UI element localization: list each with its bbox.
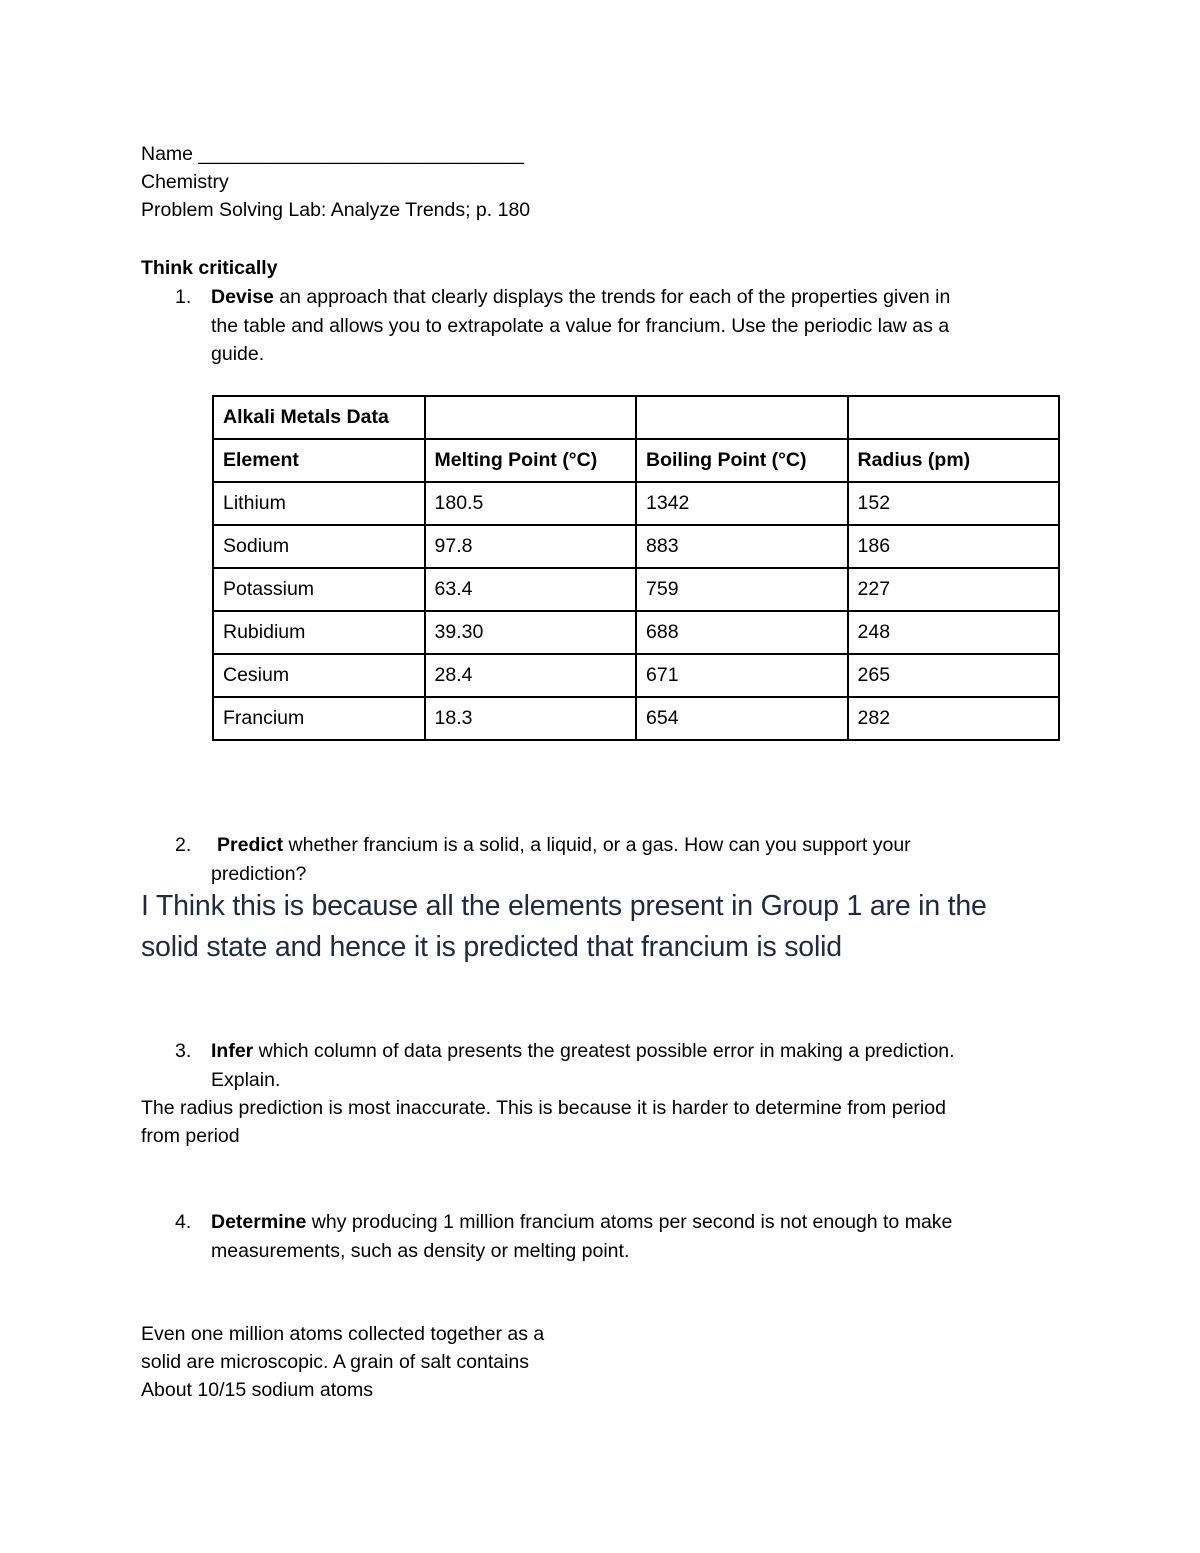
table-cell: 688	[636, 611, 848, 654]
section-title: Think critically	[141, 257, 278, 279]
question-text: an approach that clearly displays the trends for each of the properties given in	[273, 286, 951, 308]
table-cell: 654	[636, 697, 848, 740]
table-cell	[636, 396, 848, 439]
column-header: Element	[213, 439, 425, 482]
subject-label: Chemistry	[141, 171, 229, 193]
question-keyword: Infer	[211, 1040, 254, 1062]
table-cell: 186	[848, 525, 1060, 568]
table-cell: Lithium	[213, 482, 425, 525]
table-cell: 39.30	[425, 611, 637, 654]
table-title: Alkali Metals Data	[213, 396, 425, 439]
question-text: Explain.	[211, 1068, 281, 1091]
table-cell: 265	[848, 654, 1060, 697]
answer-text: Even one million atoms collected together as a	[141, 1323, 545, 1345]
table-cell: 1342	[636, 482, 848, 525]
name-line[interactable]: Name ______________________________	[141, 143, 524, 165]
table-cell: 883	[636, 525, 848, 568]
table-cell: 63.4	[425, 568, 637, 611]
question-number: 4.	[175, 1211, 192, 1233]
answer-3[interactable]	[141, 1094, 946, 1150]
alkali-metals-table	[212, 395, 1060, 741]
answer-text: I Think this is because all the elements present in Group 1 are in the	[141, 890, 987, 922]
question-number: 3.	[175, 1040, 192, 1062]
table-cell: 671	[636, 654, 848, 697]
table-row	[213, 482, 1059, 525]
question-text: the table and allows you to extrapolate a value for francium. Use the periodic law as a	[211, 314, 950, 337]
table-row	[213, 654, 1059, 697]
question-text: measurements, such as density or melting point.	[211, 1239, 630, 1262]
table-cell: 152	[848, 482, 1060, 525]
question-number: 1.	[175, 286, 192, 308]
table-cell: 248	[848, 611, 1060, 654]
table-row	[213, 525, 1059, 568]
answer-text: About 10/15 sodium atoms	[141, 1379, 373, 1401]
table-cell: Sodium	[213, 525, 425, 568]
table-cell: 18.3	[425, 697, 637, 740]
question-number: 2.	[175, 834, 192, 856]
table-title-row	[213, 396, 1059, 439]
answer-text: from period	[141, 1125, 240, 1147]
question-keyword: Determine	[211, 1211, 307, 1233]
question-text: guide.	[211, 343, 265, 365]
table-cell: 282	[848, 697, 1060, 740]
question-keyword: Devise	[211, 286, 274, 308]
header	[141, 140, 530, 224]
table-cell: Rubidium	[213, 611, 425, 654]
answer-text: The radius prediction is most inaccurate. This is because it is harder to determine from period	[141, 1097, 946, 1119]
table-cell: 97.8	[425, 525, 637, 568]
column-header: Boiling Point (°C)	[636, 439, 848, 482]
table-cell: 227	[848, 568, 1060, 611]
table-cell	[848, 396, 1060, 439]
table-cell: 759	[636, 568, 848, 611]
column-header: Melting Point (°C)	[425, 439, 637, 482]
table-cell: 180.5	[425, 482, 637, 525]
table-row	[213, 611, 1059, 654]
question-text: which column of data presents the greatest possible error in making a prediction.	[253, 1040, 955, 1062]
answer-text: solid state and hence it is predicted that francium is solid	[141, 931, 842, 963]
question-text: whether francium is a solid, a liquid, or a gas. How can you support your	[283, 834, 911, 856]
table-cell: Cesium	[213, 654, 425, 697]
table-row	[213, 568, 1059, 611]
table-cell: 28.4	[425, 654, 637, 697]
table-row	[213, 697, 1059, 740]
answer-text: solid are microscopic. A grain of salt contains	[141, 1351, 530, 1373]
lab-title: Problem Solving Lab: Analyze Trends; p. 180	[141, 199, 531, 221]
question-text: prediction?	[211, 862, 307, 885]
table-header-row	[213, 439, 1059, 482]
answer-2[interactable]	[141, 886, 987, 968]
question-keyword: Predict	[217, 834, 284, 856]
table-cell: Francium	[213, 697, 425, 740]
question-text: why producing 1 million francium atoms per second is not enough to make	[306, 1211, 953, 1233]
table-cell	[425, 396, 637, 439]
column-header: Radius (pm)	[848, 439, 1060, 482]
table-cell: Potassium	[213, 568, 425, 611]
answer-4[interactable]	[141, 1320, 544, 1404]
